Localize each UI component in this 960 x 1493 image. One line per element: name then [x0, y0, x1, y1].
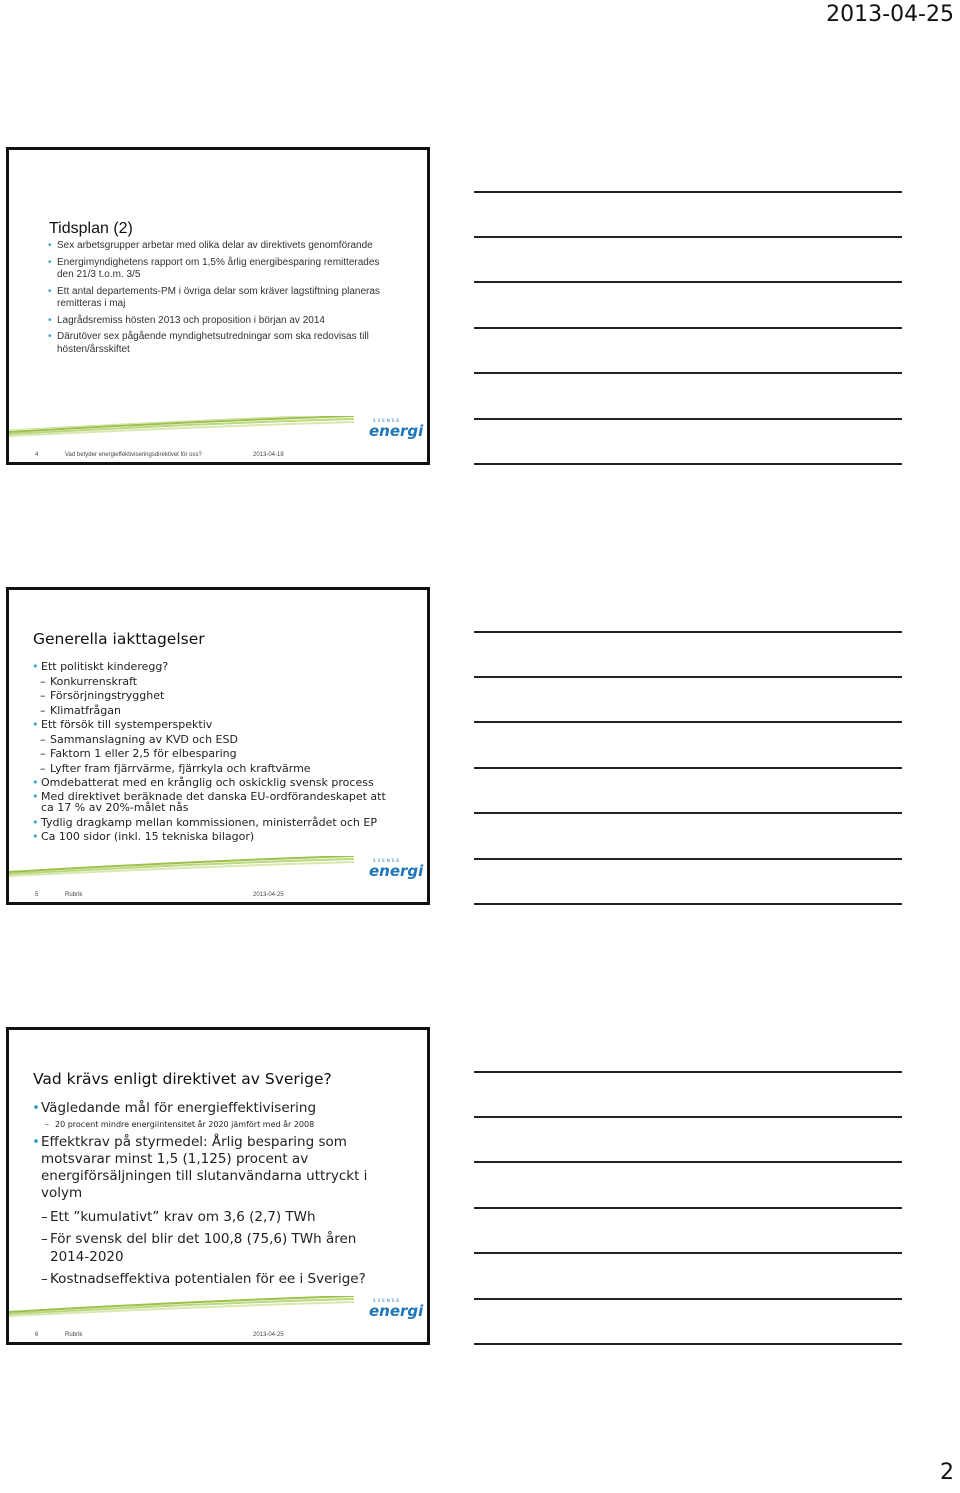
- note-line: [474, 236, 902, 238]
- note-line: [474, 463, 902, 465]
- footer-date: 2013-04-25: [253, 1332, 284, 1338]
- bullet-icon: •: [32, 815, 39, 829]
- footer-band-graphic: [9, 1296, 354, 1318]
- note-line: [474, 372, 902, 374]
- footer-band-graphic: [9, 416, 354, 438]
- list-item: • Ett försök till systemperspektiv: [32, 718, 213, 731]
- note-line: [474, 191, 902, 193]
- note-line: [474, 631, 902, 633]
- list-item: • Ca 100 sidor (inkl. 15 tekniska bilagor): [32, 830, 255, 843]
- footer-text: Rubrik: [65, 892, 83, 898]
- bullet-icon: •: [48, 285, 52, 297]
- slide-title: Generella iakttagelser: [33, 630, 205, 648]
- slide-footer: [9, 1326, 427, 1340]
- header-date: 2013-04-25: [826, 2, 954, 27]
- list-item: – Försörjningstrygghet: [40, 689, 165, 702]
- page-number: 2: [940, 1460, 954, 1485]
- footer-date: 2013-04-18: [253, 452, 284, 458]
- footer-band-graphic: [9, 856, 354, 878]
- list-item: • Ett antal departements-PM i övriga delar som kräver lagstiftning planeras remitteras i maj: [48, 285, 380, 309]
- slide-footer: [9, 446, 427, 460]
- bullet-list: [48, 240, 397, 360]
- bullet-icon: •: [48, 240, 52, 251]
- slide-6: [6, 1027, 430, 1345]
- bullet-icon: •: [32, 776, 39, 789]
- slide-title: Vad krävs enligt direktivet av Sverige?: [33, 1070, 332, 1088]
- list-item: • Med direktivet beräknade det danska EU-ordförandeskapet att ca 17 % av 20%-målet nås: [32, 789, 386, 814]
- note-line: [474, 1298, 902, 1300]
- bullet-icon: •: [48, 256, 52, 268]
- list-item: – Ett ”kumulativt” krav om 3,6 (2,7) TWh: [41, 1209, 316, 1225]
- list-item: • Vägledande mål för energieffektivisering: [32, 1100, 317, 1116]
- note-line: [474, 1071, 902, 1073]
- note-line: [474, 1161, 902, 1163]
- note-line: [474, 812, 902, 814]
- slide-number: 5: [35, 892, 39, 898]
- list-item: • Energimyndighetens rapport om 1,5% årlig energibesparing remitterades den 21/3 t.o.m. 3/5: [48, 256, 380, 280]
- list-item: • Därutöver sex pågående myndighetsutredningar som ska redovisas till hösten/årsskiftet: [48, 331, 369, 355]
- list-item: • Omdebatterat med en krånglig och oskicklig svensk process: [32, 776, 374, 789]
- list-item: – Konkurrenskraft: [40, 674, 138, 688]
- slide-title: Tidsplan (2): [49, 220, 133, 237]
- list-item: – Kostnadseffektiva potentialen för ee i Sverige?: [41, 1271, 366, 1287]
- note-line: [474, 858, 902, 860]
- bullet-list: [32, 1100, 386, 1292]
- slide-5: [6, 587, 430, 905]
- list-item: – Faktorn 1 eller 2,5 för elbesparing: [40, 747, 237, 760]
- list-item: • Effektkrav på styrmedel: Årlig besparing som motsvarar minst 1,5 (1,125) procent av energiförsäljningen till slutanvändarna uttryckt i volym: [32, 1134, 368, 1201]
- bullet-icon: •: [32, 718, 39, 731]
- note-line: [474, 327, 902, 329]
- list-item: • Lagrådsremiss hösten 2013 och proposition i början av 2014: [48, 314, 325, 326]
- list-item: – För svensk del blir det 100,8 (75,6) TWh åren 2014-2020: [41, 1231, 357, 1265]
- note-line: [474, 1343, 902, 1345]
- svensk-energi-logo: SVENSK energi: [369, 858, 424, 880]
- bullet-icon: •: [32, 789, 39, 803]
- note-line: [474, 767, 902, 769]
- list-item: • Ett politiskt kinderegg?: [32, 660, 169, 673]
- note-line: [474, 418, 902, 420]
- list-item: • Tydlig dragkamp mellan kommissionen, ministerrådet och EP: [32, 815, 377, 829]
- bullet-icon: •: [48, 331, 52, 342]
- note-line: [474, 1252, 902, 1254]
- svensk-energi-logo: SVENSK energi: [369, 418, 424, 440]
- bullet-list: [32, 660, 401, 845]
- list-item: – Lyfter fram fjärrvärme, fjärrkyla och kraftvärme: [40, 761, 311, 775]
- slide-footer: [9, 886, 427, 900]
- slide-4: [6, 147, 430, 465]
- bullet-icon: •: [32, 1134, 40, 1150]
- svensk-energi-logo: SVENSK energi: [369, 1298, 424, 1320]
- footer-text: Rubrik: [65, 1332, 83, 1338]
- note-line: [474, 1207, 902, 1209]
- footer-text: Vad betyder energieffektiviseringsdirektivet för oss?: [65, 452, 202, 458]
- bullet-icon: •: [32, 660, 39, 673]
- bullet-icon: •: [32, 830, 39, 843]
- bullet-icon: •: [48, 314, 52, 326]
- footer-date: 2013-04-25: [253, 892, 284, 898]
- note-line: [474, 281, 902, 283]
- list-item: – 20 procent mindre energiintensitet år 2020 jämfört med år 2008: [45, 1120, 315, 1129]
- note-line: [474, 676, 902, 678]
- list-item: – Sammanslagning av KVD och ESD: [40, 732, 238, 746]
- slide-number: 4: [35, 452, 39, 458]
- bullet-icon: •: [32, 1100, 40, 1116]
- note-line: [474, 1116, 902, 1118]
- list-item: • Sex arbetsgrupper arbetar med olika delar av direktivets genomförande: [48, 240, 373, 251]
- note-line: [474, 721, 902, 723]
- note-line: [474, 903, 902, 905]
- slide-number: 6: [35, 1332, 39, 1338]
- list-item: – Klimatfrågan: [40, 703, 121, 717]
